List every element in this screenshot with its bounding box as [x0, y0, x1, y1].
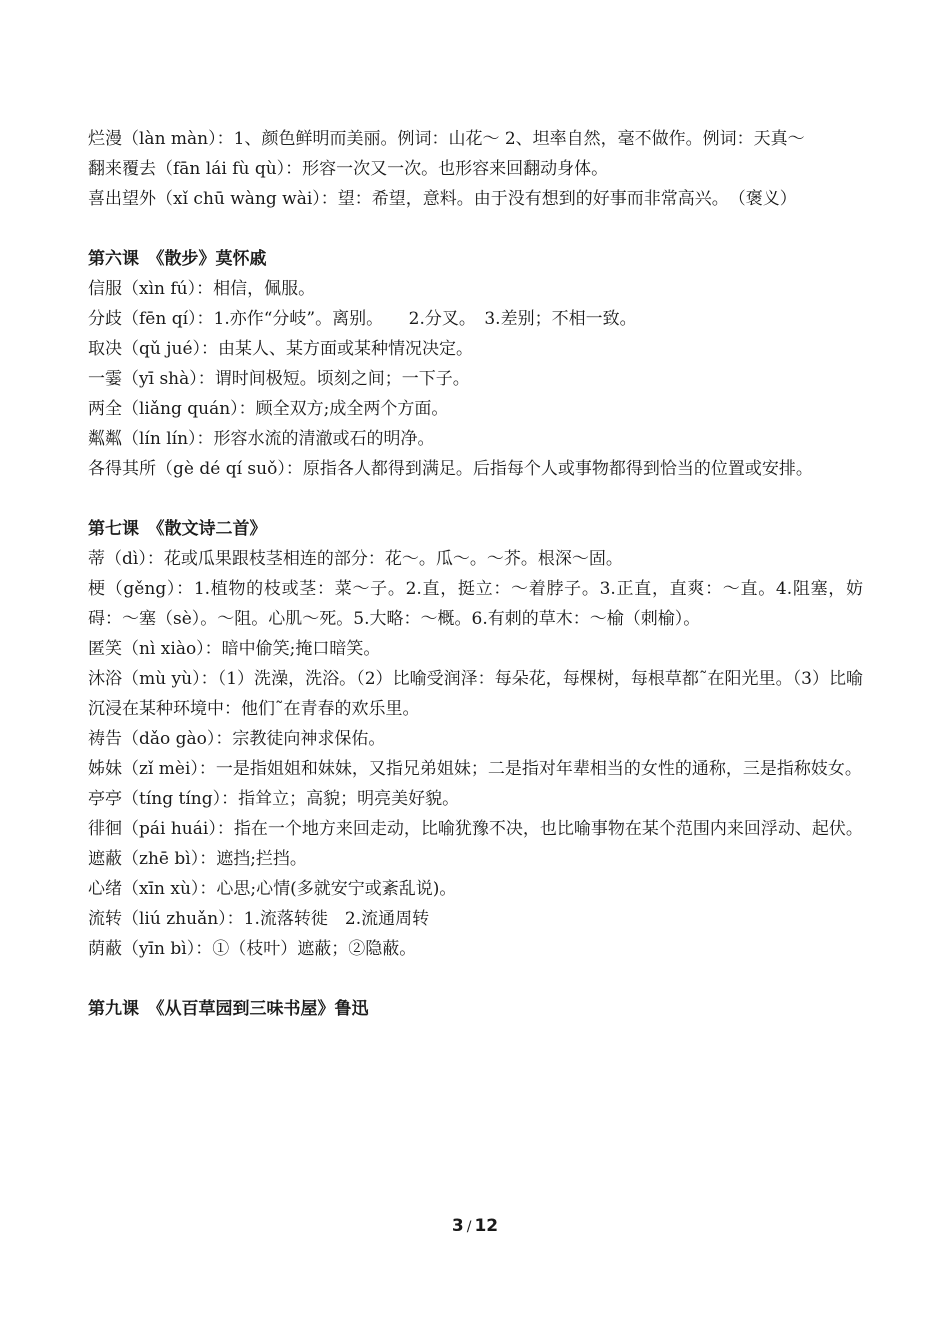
page-number	[0, 1213, 950, 1240]
vocab-entry: 亭亭（tíng tíng）：指耸立；高貌；明亮美好貌。	[88, 789, 460, 809]
vocab-entry: 徘徊（pái huái）：指在一个地方来回走动，比喻犹豫不决，也比喻事物在某个范围内来回浮动、起伏。	[88, 819, 863, 839]
vocab-entry: 一霎（yī shà）：谓时间极短。顷刻之间；一下子。	[88, 369, 470, 389]
vocab-entry: 梗（gěng）：1.植物的枝或茎：菜～子。2.直，挺立：～着脖子。3.正直，直爽：～直。4.阻塞，妨碍：～塞（sè）。～阻。心肌～死。5.大略：～概。6.有刺的草木：～榆（刺榆）。	[88, 579, 863, 629]
current-page: 3	[451, 1216, 464, 1236]
vocab-entry: 分歧（fēn qí）：1.亦作“分岐”。离别。 2.分叉。 3.差别；不相一致。	[88, 309, 637, 329]
vocab-entry: 祷告（dǎo gào）：宗教徒向神求保佑。	[88, 729, 386, 749]
vocab-entry: 信服（xìn fú）：相信，佩服。	[88, 279, 316, 299]
vocab-entry: 烂漫（làn màn）：1、颜色鲜明而美丽。例词：山花～ 2、坦率自然，毫不做作。例词：天真～	[88, 129, 805, 149]
vocab-entry: 粼粼（lín lín）：形容水流的清澈或石的明净。	[88, 429, 435, 449]
vocab-entry: 喜出望外（xǐ chū wàng wài）：望：希望，意料。由于没有想到的好事而非常高兴。 （褒义）	[88, 189, 797, 209]
lesson-heading: 第六课 《散步》莫怀戚	[88, 249, 267, 269]
vocab-entry: 匿笑（nì xiào）：暗中偷笑;掩口暗笑。	[88, 639, 381, 659]
vocab-entry: 姊妹（zǐ mèi）：一是指姐姐和妹妹，又指兄弟姐妹；二是指对年辈相当的女性的通称，三是指称妓女。	[88, 759, 862, 779]
vocab-entry: 心绪（xīn xù）：心思;心情(多就安宁或紊乱说)。	[88, 879, 457, 899]
total-pages: 12	[474, 1216, 499, 1236]
section-lesson9	[88, 994, 863, 1024]
page-separator: /	[466, 1219, 472, 1235]
vocab-entry: 翻来覆去（fān lái fù qù）：形容一次又一次。也形容来回翻动身体。	[88, 159, 609, 179]
vocab-entry: 蒂（dì）：花或瓜果跟枝茎相连的部分：花～。瓜～。～芥。根深～固。	[88, 549, 623, 569]
vocab-entry: 取决（qǔ jué）：由某人、某方面或某种情况决定。	[88, 339, 474, 359]
lesson-heading: 第七课 《散文诗二首》	[88, 519, 267, 539]
lesson-heading: 第九课 《从百草园到三味书屋》鲁迅	[88, 999, 369, 1019]
vocab-entry: 各得其所（gè dé qí suǒ）：原指各人都得到满足。后指每个人或事物都得到恰当的位置或安排。	[88, 459, 813, 479]
vocab-entry: 遮蔽（zhē bì）：遮挡;拦挡。	[88, 849, 307, 869]
section-lesson7	[88, 514, 863, 964]
section-lesson6	[88, 244, 863, 484]
vocab-entry: 荫蔽（yīn bì）：①（枝叶）遮蔽；②隐蔽。	[88, 939, 417, 959]
vocab-entry: 流转（liú zhuǎn）：1.流落转徙 2.流通周转	[88, 909, 430, 929]
document-content	[88, 124, 863, 1024]
vocab-entry: 沐浴（mù yù）：（1）洗澡，洗浴。（2）比喻受润泽：每朵花，每棵树，每根草都˜在阳光里。（3）比喻沉浸在某种环境中：他们˜在青春的欢乐里。	[88, 669, 863, 719]
vocab-entry: 两全（liǎng quán）：顾全双方;成全两个方面。	[88, 399, 449, 419]
section-lesson5-continued	[88, 124, 863, 214]
